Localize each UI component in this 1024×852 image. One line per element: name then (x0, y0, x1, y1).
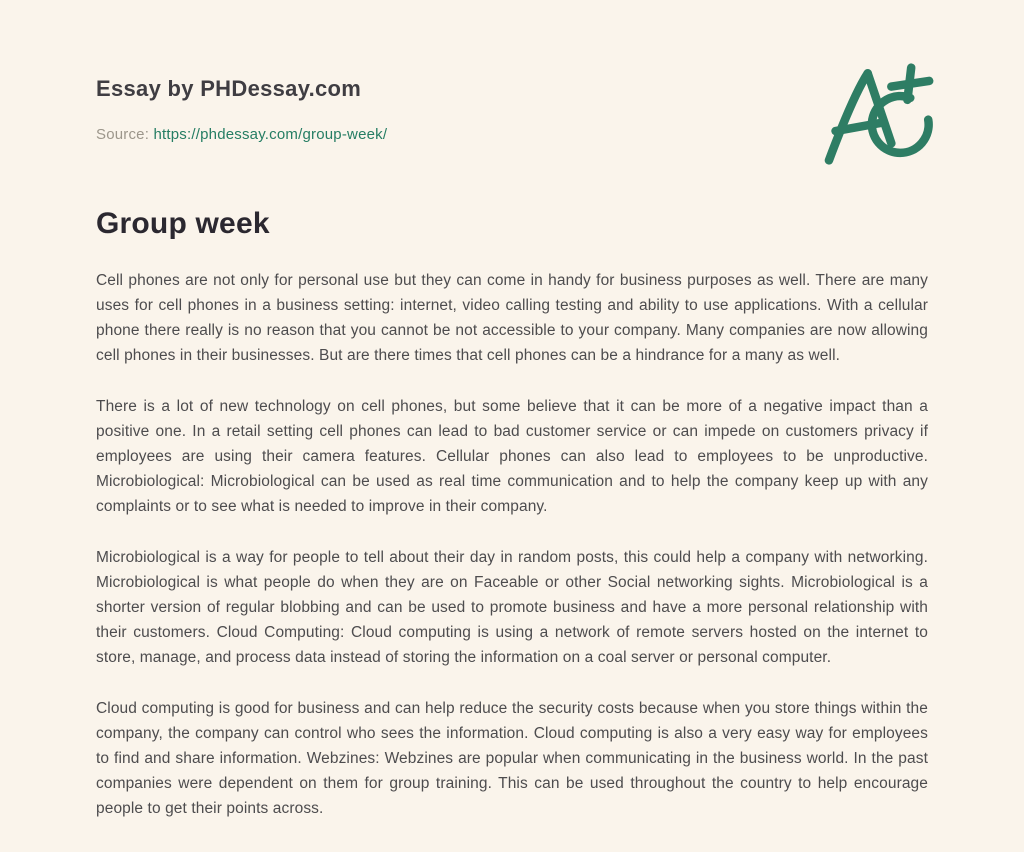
essay-paragraph: Cloud computing is good for business and can help reduce the security costs because when you store things within the company, the company can control who sees the information. Cloud computing is also a very easy way for employees to find and share information. Webzines: Webzines are popular when communicating in the business world. In the past companies were dependent on them for group training. This can be used throughout the country to help encourage people to get their points across. (96, 700, 928, 817)
site-title: Essay by PHDessay.com (96, 76, 362, 101)
essay-paragraph: There is a lot of new technology on cell phones, but some believe that it can be more of a negative impact than a positive one. In a retail setting cell phones can lead to bad customer service or can impede on customers privacy if employees are using their camera features. Cellular phones can also lead to employees to be unproductive. Microbiological: Microbiological can be used as real time communication and to help the company keep up with any complaints or to see what is needed to improve in their company. (96, 398, 928, 515)
essay-body (96, 268, 928, 821)
a-plus-logo-icon (820, 62, 940, 166)
source-url-link[interactable]: https://phdessay.com/group-week/ (153, 126, 388, 143)
source-label: Source: (96, 126, 150, 143)
content-column (96, 0, 928, 821)
essay-paragraph: Cell phones are not only for personal use but they can come in handy for business purposes as well. There are many uses for cell phones in a business setting: internet, video calling testing and ability to use applications. With a cellular phone there really is no reason that you cannot be not accessible to your company. Many companies are now allowing cell phones in their businesses. But are there times that cell phones can be a hindrance for a many as well. (96, 272, 928, 364)
source-line (96, 126, 928, 143)
essay-title: Group week (96, 207, 270, 240)
page-header (96, 0, 928, 143)
essay-paragraph: Microbiological is a way for people to tell about their day in random posts, this could help a company with networking. Microbiological is what people do when they are on Faceable or other Social networking sights. Microbiological is a shorter version of regular blobbing and can be used to promote business and have a more personal relationship with their customers. Cloud Computing: Cloud computing is using a network of remote servers hosted on the internet to store, manage, and process data instead of storing the information on a coal server or personal computer. (96, 549, 928, 666)
